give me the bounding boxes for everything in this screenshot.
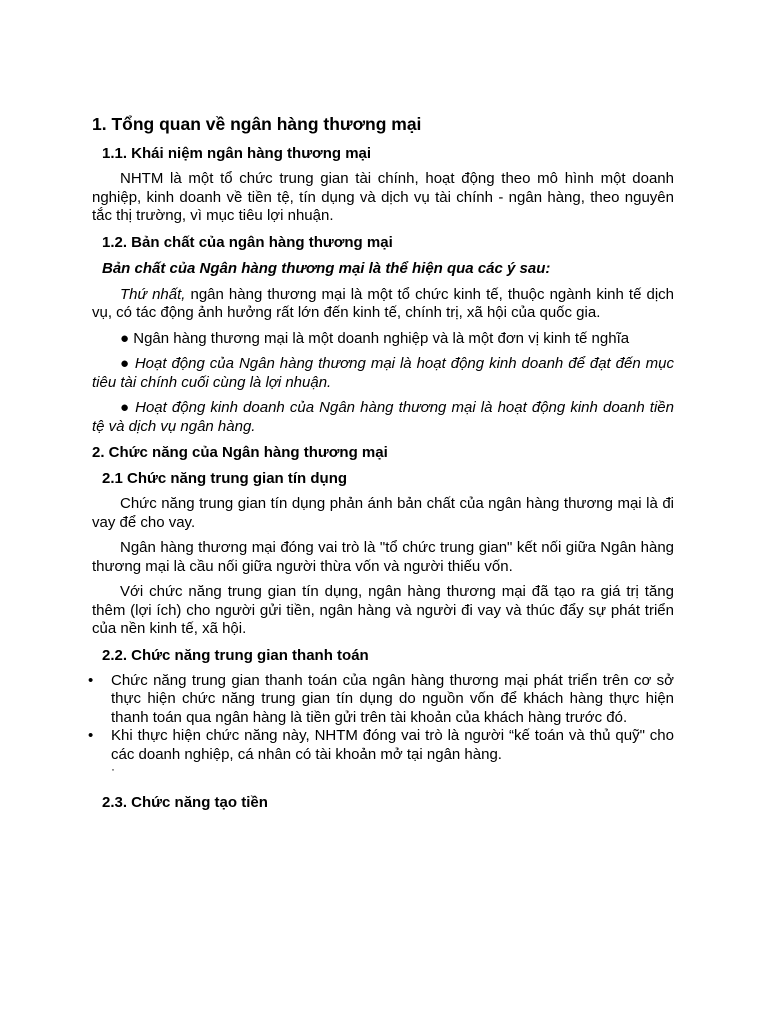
list-item	[88, 671, 674, 728]
paragraph-rest: ngân hàng thương mại là một tổ chức kinh tế, thuộc ngành kinh tế dịch vụ, có tác động ảnh hưởng rất lớn đến kinh tế, chính trị, xã hội của quốc gia.	[92, 285, 674, 321]
section-1-2-point-2	[92, 355, 674, 392]
section-2-3-title: 2.3. Chức năng tạo tiền	[102, 794, 268, 811]
point-text: Hoạt động của Ngân hàng thương mại là hoạt động kinh doanh để đạt đến mục tiêu tài chính cuối cùng là lợi nhuận.	[92, 355, 675, 391]
list-item-text: Khi thực hiện chức năng này, NHTM đóng vai trò là người “kế toán và thủ quỹ" cho các doanh nghiệp, cá nhân có tài khoản mở tại ngân hàng.	[111, 727, 674, 763]
section-2-title: 2. Chức năng của Ngân hàng thương mại	[92, 444, 388, 461]
bullet-glyph: ●	[120, 329, 130, 347]
section-1-2-title: 1.2. Bản chất của ngân hàng thương mại	[102, 233, 393, 251]
section-1-1-paragraph: NHTM là một tổ chức trung gian tài chính, hoạt động theo mô hình một doanh nghiệp, kinh doanh về tiền tệ, tín dụng và dịch vụ tài chính - ngân hàng, theo nguyên tắc thị trường, vì mục tiêu lợi nhuận.	[92, 170, 674, 224]
section-2-2-title: 2.2. Chức năng trung gian thanh toán	[102, 646, 369, 664]
list-item	[88, 727, 674, 764]
section-1-2-point-1	[92, 330, 674, 349]
paragraph-lead-italic: Thứ nhất,	[120, 285, 186, 303]
section-2-2-list	[88, 671, 674, 765]
section-2-1-paragraph-2: Ngân hàng thương mại đóng vai trò là "tổ chức trung gian" kết nối giữa Ngân hàng thương mại là cầu nối giữa người thừa vốn và người thiếu vốn.	[92, 539, 674, 575]
bullet-dot: •	[88, 727, 94, 744]
bullet-glyph: ●	[120, 399, 131, 416]
list-item-text: Chức năng trung gian thanh toán của ngân hàng thương mại phát triển trên cơ sở thực hiện chức năng trung gian tín dụng do nguồn vốn để khách hàng thực hiện thanh toán qua ngân hàng là tiền gửi trên tài khoản của khách hàng trước đó.	[111, 671, 674, 726]
bullet-glyph: ●	[120, 355, 130, 372]
section-2-1-paragraph-1: Chức năng trung gian tín dụng phản ánh bản chất của ngân hàng thương mại là đi vay để cho vay.	[92, 495, 674, 531]
section-2-1-paragraph-3: Với chức năng trung gian tín dụng, ngân hàng thương mại đã tạo ra giá trị tăng thêm (lợi ích) cho người gửi tiền, ngân hàng và người đi vay và thúc đẩy sự phát triển của nền kinh tế, xã hội.	[92, 583, 674, 637]
section-1-2-paragraph-1	[92, 286, 674, 323]
document-page	[88, 112, 675, 819]
point-text: Hoạt động kinh doanh của Ngân hàng thương mại là hoạt động kinh doanh tiền tệ và dịch vụ ngân hàng.	[92, 399, 674, 435]
section-1-1-title: 1.1. Khái niệm ngân hàng thương mại	[102, 145, 372, 162]
section-1-2-point-3	[92, 399, 674, 436]
section-1-title: 1. Tổng quan về ngân hàng thương mại	[92, 114, 422, 134]
trailing-dot: ·	[111, 762, 115, 776]
bullet-dot: •	[88, 671, 94, 689]
point-text: Ngân hàng thương mại là một doanh nghiệp và là một đơn vị kinh tế nghĩa	[129, 329, 630, 347]
section-2-1-title: 2.1 Chức năng trung gian tín dụng	[102, 470, 348, 487]
section-1-2-subtitle: Bản chất của Ngân hàng thương mại là thể hiện qua các ý sau:	[102, 259, 551, 277]
